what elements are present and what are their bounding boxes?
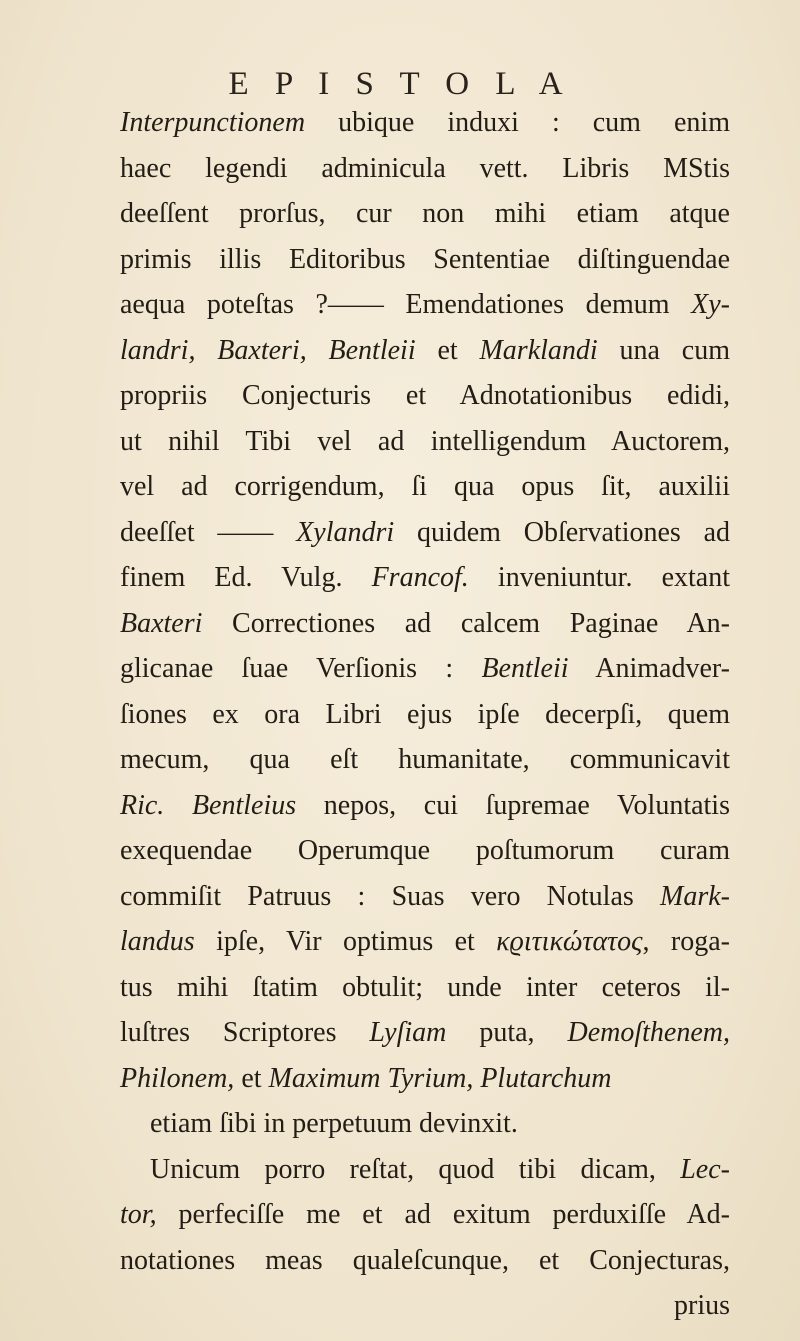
text-line	[120, 464, 730, 510]
text-segment: perfeciſſe me et ad exitum perduxiſſe Ad-	[156, 1199, 730, 1230]
text-segment: deeſſent prorſus, cur non mihi etiam atque	[120, 198, 730, 229]
italic-text: Philonem,	[120, 1062, 235, 1094]
italic-text: Ric. Bentleius	[120, 789, 297, 821]
italic-text: landri, Baxteri, Bentleii	[120, 334, 416, 366]
text-segment: haec legendi adminicula vett. Libris MStis	[120, 152, 730, 184]
text-line	[120, 237, 730, 283]
text-line	[120, 692, 730, 738]
italic-text: κϱιτικώτατος	[496, 926, 643, 957]
text-segment: propriis Conjecturis et Adnotationibus edidi,	[120, 380, 730, 411]
text-segment: exequendae Operumque poſtumorum curam	[120, 835, 730, 866]
italic-text: Demoſthenem,	[567, 1017, 730, 1048]
text-line	[120, 783, 730, 829]
italic-text: Baxteri	[120, 607, 203, 639]
text-line	[120, 100, 730, 146]
text-segment: inveniuntur. extant	[468, 562, 730, 593]
text-line	[120, 191, 730, 237]
text-segment: ipſe, Vir optimus et	[194, 926, 497, 957]
text-segment: , roga-	[642, 926, 730, 957]
text-segment: ubique induxi : cum enim	[305, 107, 730, 138]
text-segment: vel ad corrigendum, ſi qua opus ſit, auxilii	[120, 471, 730, 502]
text-line	[120, 965, 730, 1011]
italic-text: tor,	[120, 1199, 157, 1230]
text-segment: deeſſet ——	[120, 516, 297, 548]
text-line	[120, 1147, 730, 1193]
italic-text: Marklandi	[479, 334, 598, 366]
text-segment: nepos, cui ſupremae Voluntatis	[296, 789, 730, 821]
text-segment: una cum	[597, 334, 730, 366]
page-header: E P I S T O L A	[228, 66, 572, 102]
text-segment: tus mihi ſtatim obtulit; unde inter ceteros il-	[120, 971, 730, 1003]
text-segment: et	[415, 334, 480, 366]
text-line	[120, 1283, 730, 1329]
text-line	[120, 146, 730, 192]
text-line	[120, 1010, 730, 1056]
text-segment: Animadver-	[568, 653, 730, 684]
italic-text: Mark-	[660, 880, 730, 912]
text-line	[120, 874, 730, 920]
text-line	[120, 373, 730, 419]
text-line	[120, 282, 730, 328]
text-line	[120, 555, 730, 601]
italic-text: Bentleii	[481, 653, 569, 684]
text-segment: quidem Obſervationes ad	[394, 516, 730, 548]
text-segment: primis illis Editoribus Sententiae diſtinguendae	[120, 243, 730, 275]
text-segment: commiſit Patruus : Suas vero Notulas	[120, 880, 661, 912]
text-segment: prius	[674, 1290, 730, 1321]
italic-text: Maximum Tyrium, Plutarchum	[268, 1062, 612, 1094]
text-segment: ut nihil Tibi vel ad intelligendum Auctorem,	[120, 425, 730, 457]
text-segment: mecum, qua eſt humanitate, communicavit	[120, 744, 730, 775]
text-segment: etiam ſibi in perpetuum devinxit.	[150, 1108, 518, 1139]
body-text	[120, 100, 730, 1329]
italic-text: Interpunctionem	[120, 107, 306, 138]
text-segment: puta,	[446, 1017, 568, 1048]
text-segment: aequa poteſtas ?—— Emendationes demum	[120, 289, 692, 320]
text-line	[120, 1056, 730, 1102]
text-line	[120, 601, 730, 647]
text-line	[120, 419, 730, 465]
text-segment: Unicum porro reſtat, quod tibi dicam,	[150, 1153, 681, 1185]
text-segment: Correctiones ad calcem Paginae An-	[202, 607, 730, 639]
text-line	[120, 1192, 730, 1238]
italic-text: Lyſiam	[369, 1017, 447, 1048]
text-line	[120, 1101, 730, 1147]
text-line	[120, 646, 730, 692]
text-line	[120, 919, 730, 965]
text-segment: glicanae ſuae Verſionis :	[120, 653, 482, 684]
text-line	[120, 328, 730, 374]
text-segment: et	[234, 1062, 269, 1094]
text-line	[120, 737, 730, 783]
italic-text: Lec-	[680, 1153, 730, 1185]
italic-text: Xy-	[691, 289, 730, 320]
italic-text: Francof.	[371, 562, 469, 593]
text-line	[120, 828, 730, 874]
text-segment: finem Ed. Vulg.	[120, 562, 372, 593]
text-line	[120, 510, 730, 556]
text-segment: ſiones ex ora Libri ejus ipſe decerpſi, quem	[120, 698, 730, 730]
text-line	[120, 1238, 730, 1284]
text-segment: notationes meas qualeſcunque, et Conjecturas,	[120, 1244, 730, 1276]
italic-text: landus	[120, 926, 195, 957]
text-segment: luſtres Scriptores	[120, 1017, 370, 1048]
italic-text: Xylandri	[296, 516, 395, 548]
